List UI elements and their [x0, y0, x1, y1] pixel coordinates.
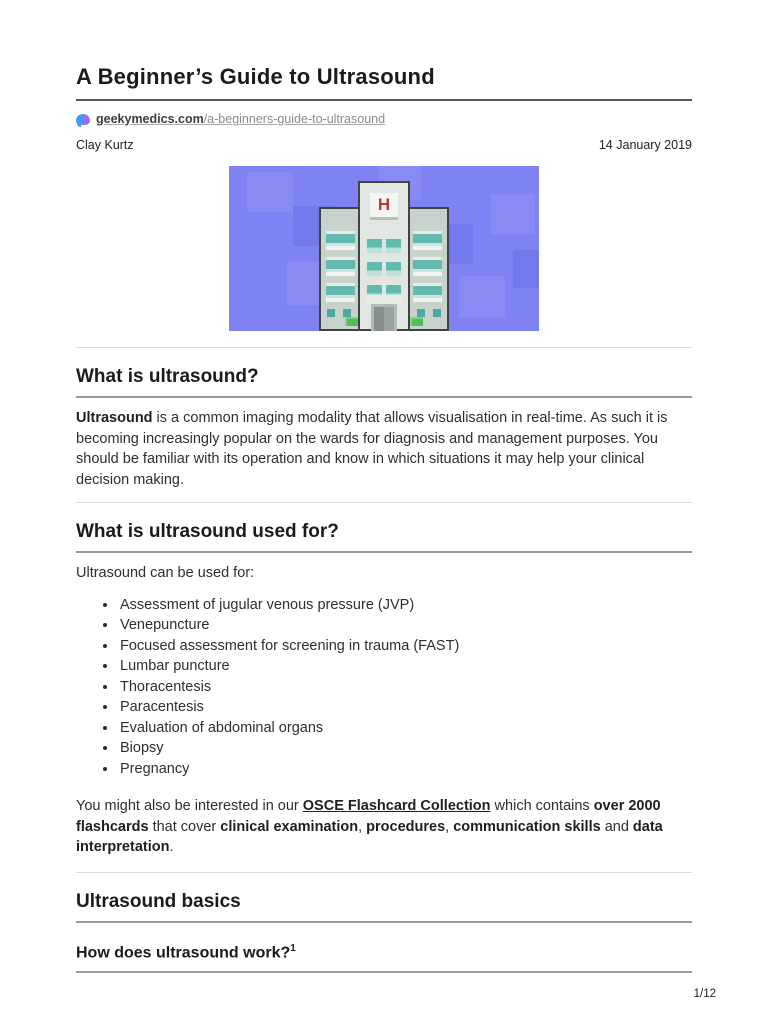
- window: [326, 283, 355, 302]
- section-divider: [76, 872, 692, 873]
- section-heading-what-is-ultrasound: What is ultrasound?: [76, 366, 259, 387]
- flashcard-promo-paragraph: [76, 796, 692, 858]
- window: [413, 231, 442, 250]
- hospital-tower: [358, 181, 410, 331]
- heading-rule: [76, 551, 692, 553]
- sub-heading-text: How does ultrasound work?: [76, 943, 291, 961]
- heading-rule: [76, 921, 692, 923]
- page-title: A Beginner’s Guide to Ultrasound: [76, 64, 435, 89]
- list-item: • Paracentesis: [118, 697, 692, 718]
- page-number: 1/12: [693, 988, 716, 1000]
- window: [326, 257, 355, 276]
- window: [413, 257, 442, 276]
- source-url-link[interactable]: [96, 112, 385, 126]
- uses-list: [76, 595, 692, 780]
- list-item: • Thoracentesis: [118, 677, 692, 698]
- lead-term: Ultrasound: [76, 410, 153, 426]
- bold-segment: communication skills: [453, 818, 601, 835]
- list-item: • Assessment of jugular venous pressure (JVP): [118, 595, 692, 616]
- text-segment: You might also be interested in our: [76, 798, 303, 814]
- footnote-reference: 1: [290, 942, 296, 954]
- list-intro: Ultrasound can be used for:: [76, 565, 255, 581]
- bg-tile: [491, 194, 535, 234]
- title-divider: [76, 99, 692, 101]
- list-item: • Lumbar puncture: [118, 656, 692, 677]
- bg-tile: [459, 276, 505, 318]
- text-segment: which contains: [490, 798, 594, 814]
- window: [367, 239, 382, 253]
- geekymedics-brain-logo-icon: [76, 114, 90, 125]
- hospital-sign-letter: H: [377, 195, 391, 214]
- bg-tile: [513, 250, 539, 288]
- ground-window: [327, 309, 335, 317]
- text-segment: ,: [445, 818, 454, 835]
- hospital-left-wing: [319, 207, 360, 331]
- window: [386, 239, 401, 253]
- ground-window: [343, 309, 351, 317]
- section-heading-used-for: What is ultrasound used for?: [76, 521, 339, 542]
- author-name: Clay Kurtz: [76, 138, 134, 152]
- text-segment: and: [600, 818, 633, 835]
- list-item: • Biopsy: [118, 738, 692, 759]
- bold-segment: clinical examination: [220, 818, 359, 835]
- bush: [410, 317, 423, 326]
- text-segment: that cover: [148, 818, 221, 835]
- heading-rule: [76, 396, 692, 398]
- list-item: • Pregnancy: [118, 759, 692, 780]
- section-heading-ultrasound-basics: Ultrasound basics: [76, 890, 241, 912]
- ground-window: [417, 309, 425, 317]
- list-item: • Venepuncture: [118, 615, 692, 636]
- text-segment: ,: [358, 818, 367, 835]
- sub-heading-how-does-ultrasound-work: [76, 939, 692, 962]
- byline-row: [76, 138, 692, 152]
- window: [386, 262, 401, 276]
- list-item: • Evaluation of abdominal organs: [118, 718, 692, 739]
- hospital-h-sign: [370, 193, 398, 220]
- section-divider: [76, 347, 692, 348]
- section-divider: [76, 502, 692, 503]
- paragraph-text: is a common imaging modality that allows visualisation in real-time. As such it is becoming increasingly popular on the wards for diagnosis and management purposes. You should be familiar with its operation and know in which situations it may help your clinical decision making.: [76, 410, 668, 488]
- publish-date: 14 January 2019: [598, 138, 692, 152]
- bg-tile: [247, 172, 293, 212]
- osce-flashcard-collection-link[interactable]: OSCE Flashcard Collection: [302, 798, 491, 814]
- hero-hospital-image: [229, 166, 539, 331]
- bold-segment: over 2000 flashcards: [76, 798, 661, 835]
- bush: [345, 317, 358, 326]
- hospital-right-wing: [408, 207, 449, 331]
- heading-rule: [76, 971, 692, 973]
- door-panel: [384, 307, 394, 331]
- window: [367, 262, 382, 276]
- entrance-canopy: [366, 295, 402, 304]
- window: [413, 283, 442, 302]
- window: [326, 231, 355, 250]
- entrance-door: [371, 304, 397, 331]
- text-segment: .: [169, 839, 174, 855]
- bold-segment: data interpretation: [76, 818, 663, 855]
- paragraph-what-is-ultrasound: [76, 408, 692, 490]
- ground-window: [433, 309, 441, 317]
- source-path: /a-beginners-guide-to-ultrasound: [203, 112, 386, 126]
- source-row: [76, 112, 692, 126]
- source-domain: geekymedics.com: [96, 112, 204, 126]
- door-panel: [374, 307, 384, 331]
- list-item: • Focused assessment for screening in trauma (FAST): [118, 636, 692, 657]
- bold-segment: procedures: [366, 818, 446, 835]
